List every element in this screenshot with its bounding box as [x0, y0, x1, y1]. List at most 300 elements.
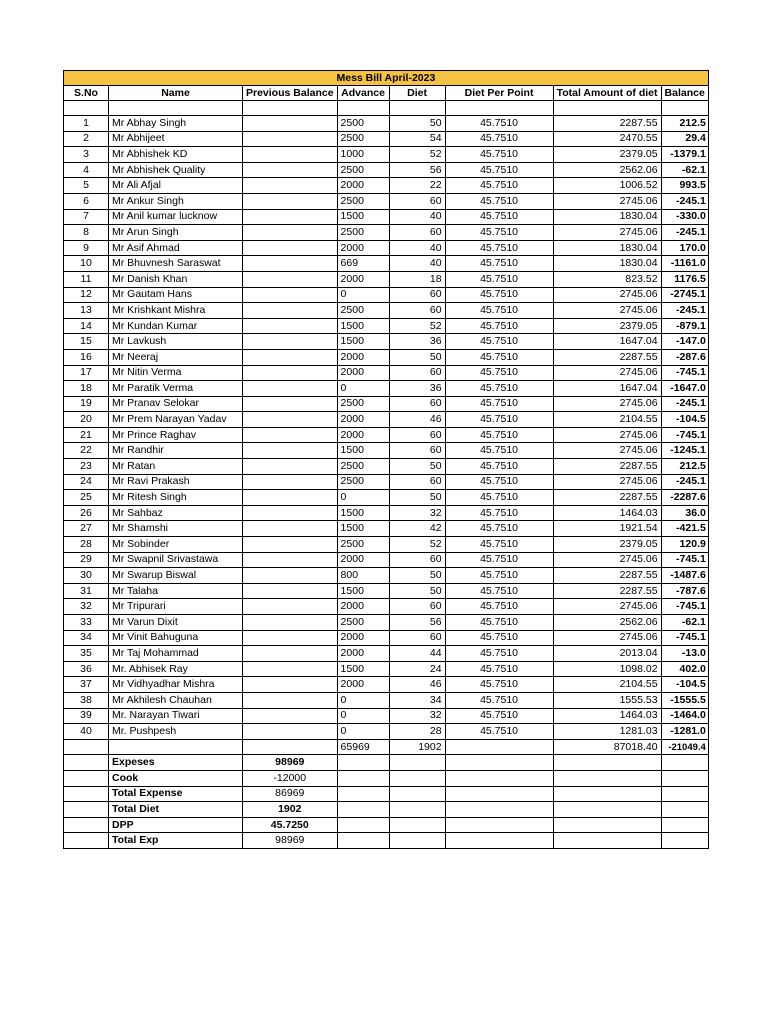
- cell-previous-balance: [243, 568, 338, 584]
- cell-name: Mr Neeraj: [109, 349, 243, 365]
- summary-empty: [553, 755, 661, 771]
- cell-balance: -147.0: [661, 334, 708, 350]
- cell-name: Mr. Pushpesh: [109, 724, 243, 740]
- cell-advance: 1500: [337, 443, 389, 459]
- table-row: [64, 427, 709, 443]
- cell-total-amount: 2745.06: [553, 303, 661, 319]
- cell-advance: 2000: [337, 271, 389, 287]
- table-row: [64, 381, 709, 397]
- cell-advance: 2000: [337, 178, 389, 194]
- cell-diet-per-point: 45.7510: [445, 427, 553, 443]
- cell-sno: 8: [64, 225, 109, 241]
- table-row: [64, 505, 709, 521]
- cell-sno: 27: [64, 521, 109, 537]
- summary-empty: [337, 833, 389, 849]
- cell-sno: 1: [64, 116, 109, 132]
- cell-diet: 60: [389, 443, 445, 459]
- cell-balance: -745.1: [661, 552, 708, 568]
- cell-advance: 2500: [337, 193, 389, 209]
- cell-diet: 56: [389, 615, 445, 631]
- cell-advance: 1500: [337, 318, 389, 334]
- summary-label: Cook: [109, 770, 243, 786]
- cell-name: Mr Sobinder: [109, 537, 243, 553]
- cell-advance: 2000: [337, 677, 389, 693]
- summary-row: [64, 770, 709, 786]
- table-row: [64, 490, 709, 506]
- cell-total-amount: 2745.06: [553, 474, 661, 490]
- cell-previous-balance: [243, 677, 338, 693]
- cell-diet-per-point: 45.7510: [445, 193, 553, 209]
- cell-sno: 30: [64, 568, 109, 584]
- cell-sno: 23: [64, 459, 109, 475]
- summary-empty: [389, 786, 445, 802]
- summary-empty: [661, 755, 708, 771]
- cell-total-amount: 1555.53: [553, 692, 661, 708]
- cell-previous-balance: [243, 521, 338, 537]
- summary-value: 1902: [243, 802, 338, 818]
- cell-total-amount: 2745.06: [553, 287, 661, 303]
- cell-previous-balance: [243, 661, 338, 677]
- cell-advance: 2500: [337, 303, 389, 319]
- cell-name: Mr Anil kumar lucknow: [109, 209, 243, 225]
- cell-sno: 14: [64, 318, 109, 334]
- cell-name: Mr Abhijeet: [109, 131, 243, 147]
- total-balance: -21049.4: [661, 739, 708, 755]
- cell-balance: -104.5: [661, 677, 708, 693]
- cell-diet-per-point: 45.7510: [445, 256, 553, 272]
- cell-advance: 0: [337, 692, 389, 708]
- cell-sno: 33: [64, 615, 109, 631]
- cell-previous-balance: [243, 131, 338, 147]
- summary-empty: [389, 755, 445, 771]
- summary-empty: [445, 755, 553, 771]
- cell-previous-balance: [243, 708, 338, 724]
- cell-diet: 36: [389, 334, 445, 350]
- cell-sno: 37: [64, 677, 109, 693]
- cell-balance: -245.1: [661, 396, 708, 412]
- cell-total-amount: 2470.55: [553, 131, 661, 147]
- cell-advance: 1500: [337, 661, 389, 677]
- cell-name: Mr Ali Afjal: [109, 178, 243, 194]
- cell-previous-balance: [243, 240, 338, 256]
- title-row: [64, 71, 709, 86]
- cell-balance: -245.1: [661, 303, 708, 319]
- cell-sno: 25: [64, 490, 109, 506]
- cell-balance: -62.1: [661, 615, 708, 631]
- cell-diet-per-point: 45.7510: [445, 615, 553, 631]
- cell-previous-balance: [243, 412, 338, 428]
- cell-diet-per-point: 45.7510: [445, 552, 553, 568]
- summary-empty: [661, 817, 708, 833]
- cell-name: Mr Danish Khan: [109, 271, 243, 287]
- header-row: [64, 86, 709, 101]
- cell-total-amount: 1281.03: [553, 724, 661, 740]
- cell-balance: 1176.5: [661, 271, 708, 287]
- cell-previous-balance: [243, 615, 338, 631]
- table-row: [64, 708, 709, 724]
- summary-value: 98969: [243, 755, 338, 771]
- cell-diet-per-point: 45.7510: [445, 162, 553, 178]
- cell-diet-per-point: 45.7510: [445, 240, 553, 256]
- cell-balance: -62.1: [661, 162, 708, 178]
- cell-sno: 22: [64, 443, 109, 459]
- cell-diet: 32: [389, 505, 445, 521]
- cell-diet: 50: [389, 490, 445, 506]
- cell-name: Mr Krishkant Mishra: [109, 303, 243, 319]
- cell-diet: 60: [389, 552, 445, 568]
- table-row: [64, 661, 709, 677]
- totals-row: [64, 739, 709, 755]
- cell-balance: -1555.5: [661, 692, 708, 708]
- table-row: [64, 677, 709, 693]
- cell-previous-balance: [243, 287, 338, 303]
- cell-previous-balance: [243, 365, 338, 381]
- table-row: [64, 443, 709, 459]
- table-row: [64, 630, 709, 646]
- cell-diet: 18: [389, 271, 445, 287]
- cell-previous-balance: [243, 271, 338, 287]
- cell-previous-balance: [243, 724, 338, 740]
- cell-sno: 15: [64, 334, 109, 350]
- cell-sno: 13: [64, 303, 109, 319]
- table-row: [64, 412, 709, 428]
- cell-diet-per-point: 45.7510: [445, 443, 553, 459]
- table-row: [64, 116, 709, 132]
- cell-previous-balance: [243, 427, 338, 443]
- cell-sno: 32: [64, 599, 109, 615]
- cell-advance: 2000: [337, 365, 389, 381]
- cell-advance: 1500: [337, 505, 389, 521]
- cell-sno: 29: [64, 552, 109, 568]
- cell-total-amount: 2379.05: [553, 147, 661, 163]
- table-row: [64, 646, 709, 662]
- cell-balance: -1647.0: [661, 381, 708, 397]
- cell-diet-per-point: 45.7510: [445, 490, 553, 506]
- cell-previous-balance: [243, 646, 338, 662]
- cell-name: Mr Talaha: [109, 583, 243, 599]
- cell-previous-balance: [243, 459, 338, 475]
- cell-previous-balance: [243, 630, 338, 646]
- cell-advance: 0: [337, 724, 389, 740]
- cell-name: Mr Pranav Selokar: [109, 396, 243, 412]
- summary-empty: [337, 755, 389, 771]
- cell-sno: 18: [64, 381, 109, 397]
- summary-empty: [445, 833, 553, 849]
- table-row: [64, 583, 709, 599]
- cell-diet: 54: [389, 131, 445, 147]
- table-row: [64, 692, 709, 708]
- cell-diet-per-point: 45.7510: [445, 334, 553, 350]
- cell-diet: 52: [389, 318, 445, 334]
- summary-row: [64, 755, 709, 771]
- header-total-amount: Total Amount of diet: [553, 86, 661, 101]
- summary-empty: [337, 770, 389, 786]
- cell-previous-balance: [243, 178, 338, 194]
- cell-previous-balance: [243, 552, 338, 568]
- cell-total-amount: 2379.05: [553, 537, 661, 553]
- cell-diet: 44: [389, 646, 445, 662]
- table-row: [64, 459, 709, 475]
- cell-name: Mr Gautam Hans: [109, 287, 243, 303]
- table-row: [64, 162, 709, 178]
- cell-balance: -1161.0: [661, 256, 708, 272]
- cell-sno: 38: [64, 692, 109, 708]
- cell-previous-balance: [243, 505, 338, 521]
- header-sno: S.No: [64, 86, 109, 101]
- cell-diet: 22: [389, 178, 445, 194]
- summary-empty: [337, 786, 389, 802]
- cell-diet-per-point: 45.7510: [445, 147, 553, 163]
- total-advance: 65969: [337, 739, 389, 755]
- mess-bill-table: [63, 70, 709, 849]
- cell-diet: 32: [389, 708, 445, 724]
- cell-name: Mr Paratik Verma: [109, 381, 243, 397]
- table-row: [64, 303, 709, 319]
- cell-sno: 24: [64, 474, 109, 490]
- cell-total-amount: 2745.06: [553, 443, 661, 459]
- cell-advance: 2500: [337, 162, 389, 178]
- cell-diet: 24: [389, 661, 445, 677]
- cell-diet-per-point: 45.7510: [445, 303, 553, 319]
- header-balance: Balance: [661, 86, 708, 101]
- cell-balance: -879.1: [661, 318, 708, 334]
- cell-balance: -745.1: [661, 599, 708, 615]
- cell-diet: 60: [389, 396, 445, 412]
- cell-name: Mr Prince Raghav: [109, 427, 243, 443]
- totals-empty: [243, 739, 338, 755]
- cell-advance: 1500: [337, 521, 389, 537]
- summary-value: 86969: [243, 786, 338, 802]
- cell-sno: 34: [64, 630, 109, 646]
- summary-empty: [337, 802, 389, 818]
- cell-advance: 2000: [337, 646, 389, 662]
- cell-diet-per-point: 45.7510: [445, 630, 553, 646]
- spacer-row: [64, 101, 709, 116]
- table-row: [64, 225, 709, 241]
- cell-diet-per-point: 45.7510: [445, 225, 553, 241]
- cell-name: Mr Abhishek KD: [109, 147, 243, 163]
- summary-empty: [661, 833, 708, 849]
- cell-advance: 2500: [337, 131, 389, 147]
- cell-balance: -421.5: [661, 521, 708, 537]
- table-row: [64, 349, 709, 365]
- cell-balance: -104.5: [661, 412, 708, 428]
- cell-diet: 42: [389, 521, 445, 537]
- cell-diet-per-point: 45.7510: [445, 178, 553, 194]
- cell-total-amount: 2287.55: [553, 583, 661, 599]
- cell-diet: 40: [389, 256, 445, 272]
- cell-balance: -745.1: [661, 427, 708, 443]
- cell-balance: -1245.1: [661, 443, 708, 459]
- cell-balance: -13.0: [661, 646, 708, 662]
- cell-diet-per-point: 45.7510: [445, 568, 553, 584]
- table-row: [64, 474, 709, 490]
- totals-empty: [109, 739, 243, 755]
- cell-advance: 2500: [337, 116, 389, 132]
- cell-previous-balance: [243, 116, 338, 132]
- cell-balance: -1281.0: [661, 724, 708, 740]
- table-row: [64, 552, 709, 568]
- cell-diet-per-point: 45.7510: [445, 318, 553, 334]
- summary-label: Total Expense: [109, 786, 243, 802]
- cell-balance: -745.1: [661, 630, 708, 646]
- summary-empty: [337, 817, 389, 833]
- cell-sno: 17: [64, 365, 109, 381]
- cell-total-amount: 2562.06: [553, 615, 661, 631]
- summary-value: 98969: [243, 833, 338, 849]
- table-row: [64, 537, 709, 553]
- table-row: [64, 334, 709, 350]
- summary-row: [64, 817, 709, 833]
- cell-sno: 21: [64, 427, 109, 443]
- summary-empty: [553, 802, 661, 818]
- cell-diet-per-point: 45.7510: [445, 505, 553, 521]
- cell-diet: 60: [389, 303, 445, 319]
- cell-total-amount: 2287.55: [553, 490, 661, 506]
- cell-previous-balance: [243, 162, 338, 178]
- cell-name: Mr Abhay Singh: [109, 116, 243, 132]
- summary-empty: [64, 833, 109, 849]
- cell-total-amount: 2562.06: [553, 162, 661, 178]
- cell-diet-per-point: 45.7510: [445, 365, 553, 381]
- cell-diet-per-point: 45.7510: [445, 116, 553, 132]
- cell-name: Mr Shamshi: [109, 521, 243, 537]
- summary-empty: [661, 786, 708, 802]
- cell-total-amount: 2745.06: [553, 552, 661, 568]
- cell-name: Mr Varun Dixit: [109, 615, 243, 631]
- cell-previous-balance: [243, 583, 338, 599]
- cell-sno: 3: [64, 147, 109, 163]
- cell-total-amount: 2745.06: [553, 365, 661, 381]
- summary-row: [64, 786, 709, 802]
- cell-advance: 1000: [337, 147, 389, 163]
- cell-balance: -245.1: [661, 474, 708, 490]
- table-row: [64, 178, 709, 194]
- cell-diet-per-point: 45.7510: [445, 677, 553, 693]
- cell-advance: 2000: [337, 630, 389, 646]
- cell-name: Mr Akhilesh Chauhan: [109, 692, 243, 708]
- cell-name: Mr Abhishek Quality: [109, 162, 243, 178]
- cell-diet: 60: [389, 427, 445, 443]
- cell-diet-per-point: 45.7510: [445, 287, 553, 303]
- summary-value: -12000: [243, 770, 338, 786]
- cell-total-amount: 2104.55: [553, 677, 661, 693]
- cell-total-amount: 2287.55: [553, 568, 661, 584]
- cell-balance: -2287.6: [661, 490, 708, 506]
- cell-name: Mr Randhir: [109, 443, 243, 459]
- cell-diet: 52: [389, 147, 445, 163]
- summary-empty: [389, 802, 445, 818]
- cell-name: Mr Tripurari: [109, 599, 243, 615]
- cell-advance: 669: [337, 256, 389, 272]
- cell-name: Mr Swarup Biswal: [109, 568, 243, 584]
- cell-total-amount: 1006.52: [553, 178, 661, 194]
- header-previous-balance: Previous Balance: [243, 86, 338, 101]
- cell-sno: 39: [64, 708, 109, 724]
- cell-diet: 36: [389, 381, 445, 397]
- cell-advance: 0: [337, 490, 389, 506]
- cell-total-amount: 2745.06: [553, 630, 661, 646]
- cell-diet-per-point: 45.7510: [445, 412, 553, 428]
- cell-advance: 2000: [337, 599, 389, 615]
- cell-balance: -787.6: [661, 583, 708, 599]
- cell-previous-balance: [243, 318, 338, 334]
- cell-diet: 50: [389, 349, 445, 365]
- summary-empty: [389, 833, 445, 849]
- summary-label: Total Exp: [109, 833, 243, 849]
- cell-sno: 28: [64, 537, 109, 553]
- cell-diet-per-point: 45.7510: [445, 209, 553, 225]
- cell-total-amount: 1464.03: [553, 505, 661, 521]
- cell-diet: 50: [389, 568, 445, 584]
- cell-name: Mr Nitin Verma: [109, 365, 243, 381]
- cell-sno: 10: [64, 256, 109, 272]
- cell-total-amount: 2287.55: [553, 116, 661, 132]
- table-row: [64, 287, 709, 303]
- cell-advance: 1500: [337, 209, 389, 225]
- cell-advance: 800: [337, 568, 389, 584]
- cell-diet: 46: [389, 412, 445, 428]
- cell-previous-balance: [243, 225, 338, 241]
- cell-name: Mr Lavkush: [109, 334, 243, 350]
- cell-sno: 5: [64, 178, 109, 194]
- cell-total-amount: 1647.04: [553, 381, 661, 397]
- summary-empty: [553, 770, 661, 786]
- summary-empty: [64, 817, 109, 833]
- summary-empty: [64, 755, 109, 771]
- cell-diet: 60: [389, 225, 445, 241]
- cell-diet-per-point: 45.7510: [445, 271, 553, 287]
- summary-label: Total Diet: [109, 802, 243, 818]
- cell-sno: 31: [64, 583, 109, 599]
- summary-empty: [553, 786, 661, 802]
- cell-name: Mr Ravi Prakash: [109, 474, 243, 490]
- cell-diet-per-point: 45.7510: [445, 692, 553, 708]
- cell-name: Mr Arun Singh: [109, 225, 243, 241]
- cell-balance: -1487.6: [661, 568, 708, 584]
- cell-diet-per-point: 45.7510: [445, 661, 553, 677]
- cell-name: Mr Sahbaz: [109, 505, 243, 521]
- cell-sno: 6: [64, 193, 109, 209]
- cell-diet: 50: [389, 459, 445, 475]
- cell-name: Mr Bhuvnesh Saraswat: [109, 256, 243, 272]
- cell-diet: 52: [389, 537, 445, 553]
- cell-previous-balance: [243, 692, 338, 708]
- cell-total-amount: 2745.06: [553, 225, 661, 241]
- cell-total-amount: 1464.03: [553, 708, 661, 724]
- cell-name: Mr. Abhisek Ray: [109, 661, 243, 677]
- cell-diet-per-point: 45.7510: [445, 521, 553, 537]
- summary-empty: [445, 786, 553, 802]
- cell-sno: 4: [64, 162, 109, 178]
- cell-name: Mr Ritesh Singh: [109, 490, 243, 506]
- summary-row: [64, 833, 709, 849]
- table-row: [64, 365, 709, 381]
- cell-previous-balance: [243, 490, 338, 506]
- cell-diet: 50: [389, 116, 445, 132]
- totals-empty: [445, 739, 553, 755]
- cell-advance: 0: [337, 287, 389, 303]
- table-row: [64, 256, 709, 272]
- summary-empty: [553, 833, 661, 849]
- cell-diet-per-point: 45.7510: [445, 459, 553, 475]
- table-row: [64, 131, 709, 147]
- cell-balance: 212.5: [661, 116, 708, 132]
- cell-balance: 29.4: [661, 131, 708, 147]
- cell-previous-balance: [243, 381, 338, 397]
- cell-diet-per-point: 45.7510: [445, 724, 553, 740]
- table-row: [64, 568, 709, 584]
